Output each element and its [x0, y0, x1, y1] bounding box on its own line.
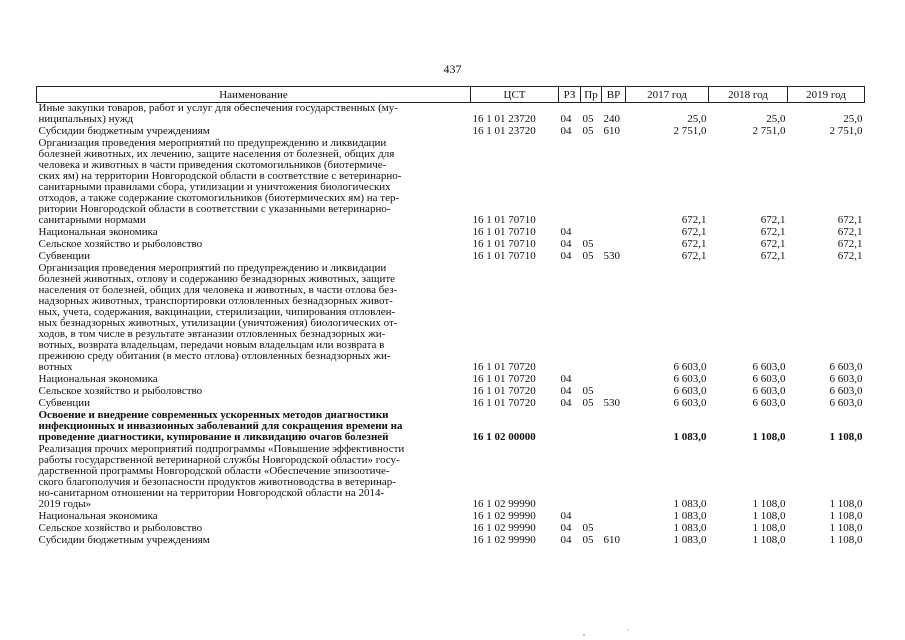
cell-cst: 16 1 01 70710	[472, 214, 536, 226]
cell-y2017: 2 751,0	[673, 125, 707, 137]
cell-y2017: 6 603,0	[673, 385, 707, 397]
cell-y2019: 672,1	[837, 238, 863, 250]
cell-name: Освоение и внедрение современных ускоренных методов диагностики инфекционных и инвазионных заболеваний для сокращения времени на проведение диагностики, купирование и ликвидацию очагов болезней	[38, 409, 403, 443]
cell-rz	[559, 444, 581, 511]
header-2018: 2018 год	[709, 87, 788, 103]
table-row	[37, 386, 865, 398]
table-row	[37, 138, 865, 227]
cell-cst: 16 1 02 00000	[472, 431, 536, 443]
cell-y2019: 1 108,0	[829, 431, 863, 443]
cell-y2018: 672,1	[760, 214, 786, 226]
cell-y2019: 6 603,0	[829, 373, 863, 385]
cell-y2019: 672,1	[837, 250, 863, 262]
cell-y2019: 672,1	[837, 214, 863, 226]
scan-artifact: ,	[583, 628, 585, 637]
cell-y2018: 6 603,0	[752, 397, 786, 409]
cell-y2019: 6 603,0	[829, 385, 863, 397]
cell-rz: 04	[560, 226, 572, 238]
cell-y2018: 672,1	[760, 226, 786, 238]
cell-y2017: 1 083,0	[673, 498, 707, 510]
cell-pr	[581, 410, 602, 444]
cell-cst: 16 1 01 70720	[472, 373, 536, 385]
cell-name: Организация проведения мероприятий по предупреждению и ликвидации болезней животных, их лечению, защите населения от болезней, общих для человека и животных в части приведения скотомогильников (биотермиче- ских ям) на территории Новгородской области в соответствие с ветеринарно- санитарными правилами сбора, утилизации и уничтожения биологических отходов, а также содержание скотомогильников (биотермических ям) на тер- ритории Новгородской области в соответствии с указанными ветеринарно- санитарными нормами	[38, 137, 402, 226]
cell-vr: 530	[603, 250, 620, 262]
cell-cst: 16 1 01 70720	[472, 385, 536, 397]
table-header-row	[37, 87, 865, 103]
cell-y2019: 6 603,0	[829, 397, 863, 409]
cell-cst: 16 1 02 99990	[472, 498, 536, 510]
cell-y2017: 672,1	[681, 238, 707, 250]
cell-vr	[602, 444, 626, 511]
cell-pr: 05	[582, 238, 594, 250]
cell-pr: 05	[582, 125, 594, 137]
cell-pr: 05	[582, 385, 594, 397]
cell-y2018: 1 108,0	[752, 510, 786, 522]
cell-rz	[559, 410, 581, 444]
budget-table	[36, 86, 865, 547]
cell-y2017: 672,1	[681, 214, 707, 226]
table-row	[37, 263, 865, 374]
cell-y2018: 1 108,0	[752, 498, 786, 510]
cell-cst: 16 1 01 70710	[472, 250, 536, 262]
cell-name: Иные закупки товаров, работ и услуг для обеспечения государственных (му- ниципальных) нужд	[38, 102, 398, 125]
scan-artifact: ˋ	[627, 628, 630, 637]
cell-vr: 530	[603, 397, 620, 409]
cell-rz: 04	[560, 534, 572, 546]
cell-pr: 05	[582, 113, 594, 125]
cell-name: Национальная экономика	[38, 373, 158, 385]
cell-vr	[602, 138, 626, 227]
cell-y2018: 25,0	[766, 113, 786, 125]
cell-rz: 04	[560, 385, 572, 397]
cell-y2018: 6 603,0	[752, 361, 786, 373]
cell-y2017: 25,0	[687, 113, 707, 125]
cell-name: Сельское хозяйство и рыболовство	[38, 385, 203, 397]
cell-y2017: 1 083,0	[673, 534, 707, 546]
table-row	[37, 444, 865, 511]
cell-name: Субвенции	[38, 397, 91, 409]
cell-name: Национальная экономика	[38, 510, 158, 522]
cell-vr	[602, 511, 626, 523]
cell-rz: 04	[560, 238, 572, 250]
cell-y2019: 1 108,0	[829, 534, 863, 546]
cell-cst: 16 1 01 23720	[472, 125, 536, 137]
cell-name: Субвенции	[38, 250, 91, 262]
table-row	[37, 535, 865, 547]
cell-cst: 16 1 01 70720	[472, 361, 536, 373]
cell-y2017: 6 603,0	[673, 397, 707, 409]
cell-pr: 05	[582, 250, 594, 262]
cell-rz	[559, 263, 581, 374]
cell-vr: 240	[603, 113, 620, 125]
header-name: Наименование	[37, 87, 471, 103]
header-cst: ЦСТ	[471, 87, 559, 103]
header-vr: ВР	[602, 87, 626, 103]
table-row	[37, 103, 865, 127]
cell-rz: 04	[560, 113, 572, 125]
cell-y2018: 1 108,0	[752, 522, 786, 534]
cell-y2017: 6 603,0	[673, 361, 707, 373]
cell-pr: 05	[582, 534, 594, 546]
page-number: 437	[443, 62, 462, 76]
cell-pr	[581, 263, 602, 374]
cell-cst: 16 1 02 99990	[472, 510, 536, 522]
cell-rz: 04	[560, 373, 572, 385]
cell-y2018: 1 108,0	[752, 534, 786, 546]
header-rz: РЗ	[559, 87, 581, 103]
cell-vr	[602, 227, 626, 239]
cell-y2017: 6 603,0	[673, 373, 707, 385]
cell-pr: 05	[582, 522, 594, 534]
cell-vr	[602, 374, 626, 386]
header-2019: 2019 год	[788, 87, 865, 103]
table-row	[37, 239, 865, 251]
cell-y2017: 1 083,0	[673, 431, 707, 443]
cell-y2017: 1 083,0	[673, 522, 707, 534]
cell-cst: 16 1 01 70720	[472, 397, 536, 409]
cell-vr: 610	[603, 125, 620, 137]
cell-rz: 04	[560, 250, 572, 262]
cell-y2018: 1 108,0	[752, 431, 786, 443]
cell-name: Реализация прочих мероприятий подпрограммы «Повышение эффективности работы государственной ветеринарной службы Новгородской области» госу- дарственной программы Новгородской области «Обеспечение эпизоотиче- ского благополучия и безопасности продуктов животноводства в ветеринар- но-санитарном отношении на территории Новгородской области на 2014- 2019 годы»	[38, 443, 405, 510]
cell-y2019: 6 603,0	[829, 361, 863, 373]
header-pr: Пр	[581, 87, 602, 103]
cell-cst: 16 1 02 99990	[472, 522, 536, 534]
cell-y2019: 2 751,0	[829, 125, 863, 137]
cell-name: Субсидии бюджетным учреждениям	[38, 534, 210, 546]
table-row	[37, 410, 865, 444]
cell-y2017: 672,1	[681, 250, 707, 262]
cell-name: Организация проведения мероприятий по предупреждению и ликвидации болезней животных, отлову и содержанию безнадзорных животных, защите населения от болезней, общих для человека и животных, в части отлова без- надзорных животных, транспортировки отловленных безнадзорных живот- ных, учета, содержания, вакцинации, стерилизации, чипирования отловлен- ных безнадзорных животных, утилизации (уничтожения) биологических от- ходов, в том числе в результате эвтаназии отловленных безнадзорных жи- вотных, возврата владельцам, передачи новым владельцам или возврата в прежнюю среду обитания (в место отлова) отловленных безнадзорных жи- вотных	[38, 262, 398, 373]
cell-y2019: 25,0	[843, 113, 863, 125]
cell-vr	[602, 263, 626, 374]
cell-vr	[602, 410, 626, 444]
cell-cst: 16 1 02 99990	[472, 534, 536, 546]
cell-vr: 610	[603, 534, 620, 546]
cell-rz: 04	[560, 522, 572, 534]
cell-name: Национальная экономика	[38, 226, 158, 238]
cell-cst: 16 1 01 70710	[472, 238, 536, 250]
cell-pr	[581, 138, 602, 227]
cell-cst: 16 1 01 70710	[472, 226, 536, 238]
cell-y2018: 6 603,0	[752, 373, 786, 385]
cell-rz: 04	[560, 125, 572, 137]
cell-y2019: 672,1	[837, 226, 863, 238]
cell-y2017: 672,1	[681, 226, 707, 238]
cell-y2018: 672,1	[760, 238, 786, 250]
cell-y2019: 1 108,0	[829, 510, 863, 522]
cell-y2019: 1 108,0	[829, 522, 863, 534]
cell-y2017: 1 083,0	[673, 510, 707, 522]
cell-rz: 04	[560, 397, 572, 409]
cell-y2019: 1 108,0	[829, 498, 863, 510]
cell-name: Субсидии бюджетным учреждениям	[38, 125, 210, 137]
cell-y2018: 672,1	[760, 250, 786, 262]
header-2017: 2017 год	[626, 87, 709, 103]
cell-cst: 16 1 01 23720	[472, 113, 536, 125]
table-body	[37, 103, 865, 548]
cell-y2018: 2 751,0	[752, 125, 786, 137]
cell-rz	[559, 138, 581, 227]
cell-pr	[581, 444, 602, 511]
cell-pr: 05	[582, 397, 594, 409]
cell-name: Сельское хозяйство и рыболовство	[38, 522, 203, 534]
cell-name: Сельское хозяйство и рыболовство	[38, 238, 203, 250]
cell-y2018: 6 603,0	[752, 385, 786, 397]
cell-rz: 04	[560, 510, 572, 522]
